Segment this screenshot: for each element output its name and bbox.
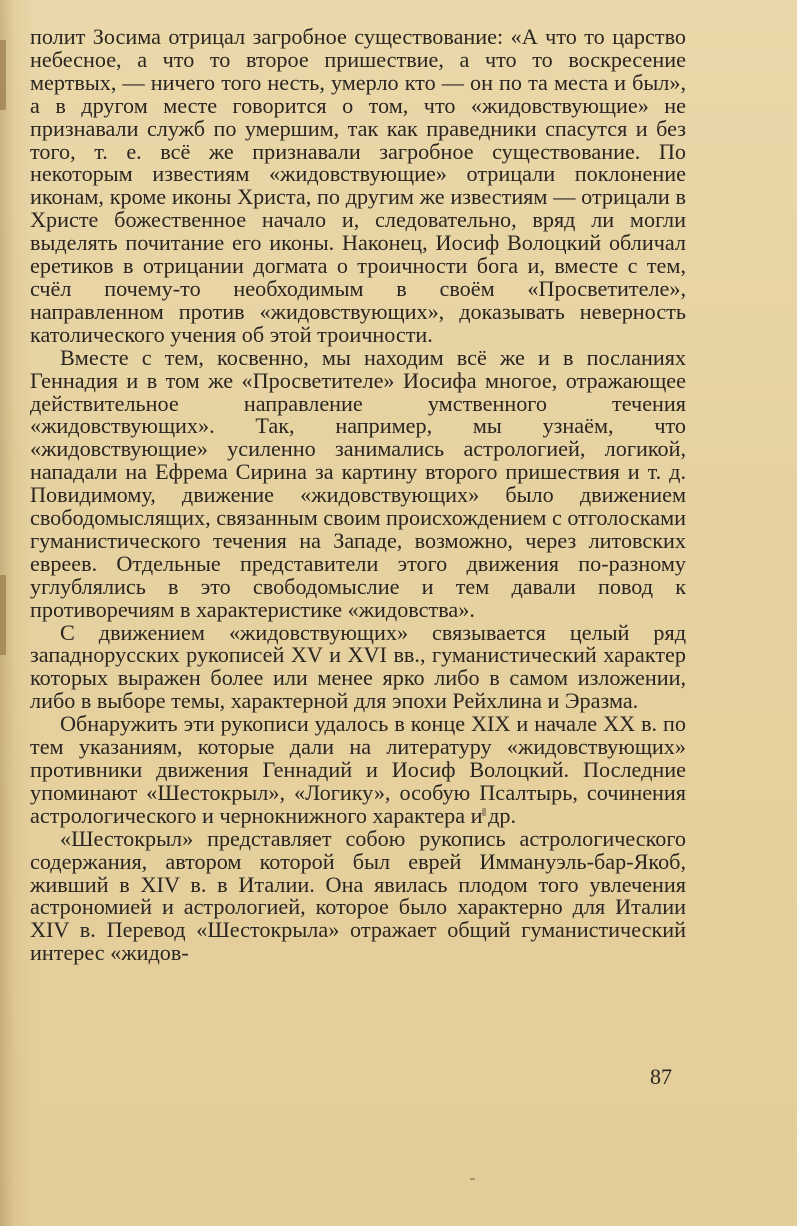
binding-edge-shadow xyxy=(0,40,6,110)
paragraph-3: С движением «жидовствующих» связывается целый ряд западнорусских рукописей XV и XVI вв., гуманистический характер которых выражен более или менее ярко либо в самом изложении, либо в выборе темы, характерной для эпохи Рейхлина и Эразма. xyxy=(30,619,686,714)
binding-edge-shadow xyxy=(0,575,6,655)
page-number: 87 xyxy=(650,1064,672,1089)
body-text xyxy=(30,26,686,965)
paragraph-2: Вместе с тем, косвенно, мы находим всё же и в посланиях Геннадия и в том же «Просветителе» Иосифа многое, отражающее действительное направление умственного течения «жидовствующих». Так, например, мы узнаём, что «жидовствующие» усиленно занимались астрологией, логикой, нападали на Ефрема Сирина за картину второго пришествия и т. д. Повидимому, движение «жидовствующих» было движением свободомыслящих, связанным своим происхождением с отголосками гуманистического течения на Западе, возможно, через литовских евреев. Отдельные представители этого движения по-разному углублялись в это свободомыслие и тем давали повод к противоречиям в характеристике «жидовства». xyxy=(30,344,686,622)
print-speck xyxy=(470,1178,475,1180)
print-speck xyxy=(482,808,486,816)
paragraph-1: полит Зосима отрицал загробное существование: «А что то царство небесное, а что то второе пришествие, а что то воскресение мертвых, — ничего того несть, умерло кто — он по та места и был», а в другом месте говорится о том, что «жидовствующие» не признавали служб по умершим, так как праведники спасутся и без того, т. е. всё же признавали загробное существование. По некоторым известиям «жидовствующие» отрицали поклонение иконам, кроме иконы Христа, по другим же известиям — отрицали в Христе божественное начало и, следовательно, вряд ли могли выделять почитание его иконы. Наконец, Иосиф Волоцкий обличал еретиков в отрицании догмата о троичности бога и, вместе с тем, счёл почему-то необходимым в своём «Просветителе», направленном против «жидовствующих», доказывать неверность католического учения об этой троичности. xyxy=(30,24,686,347)
paragraph-4: Обнаружить эти рукописи удалось в конце XIX и начале XX в. по тем указаниям, которые дали на литературу «жидовствующих» противники движения Геннадий и Иосиф Волоцкий. Последние упоминают «Шестокрыл», «Логику», особую Псалтырь, сочинения астрологического и чернокнижного характера и др. xyxy=(30,711,686,828)
paragraph-5: «Шестокрыл» представляет собою рукопись астрологического содержания, автором которой был еврей Иммануэль-бар-Якоб, живший в XIV в. в Италии. Она явилась плодом того увлечения астрономией и астрологией, которое было характерно для Италии XIV в. Перевод «Шестокрыла» отражает общий гуманистический интерес «жидов- xyxy=(30,825,686,966)
